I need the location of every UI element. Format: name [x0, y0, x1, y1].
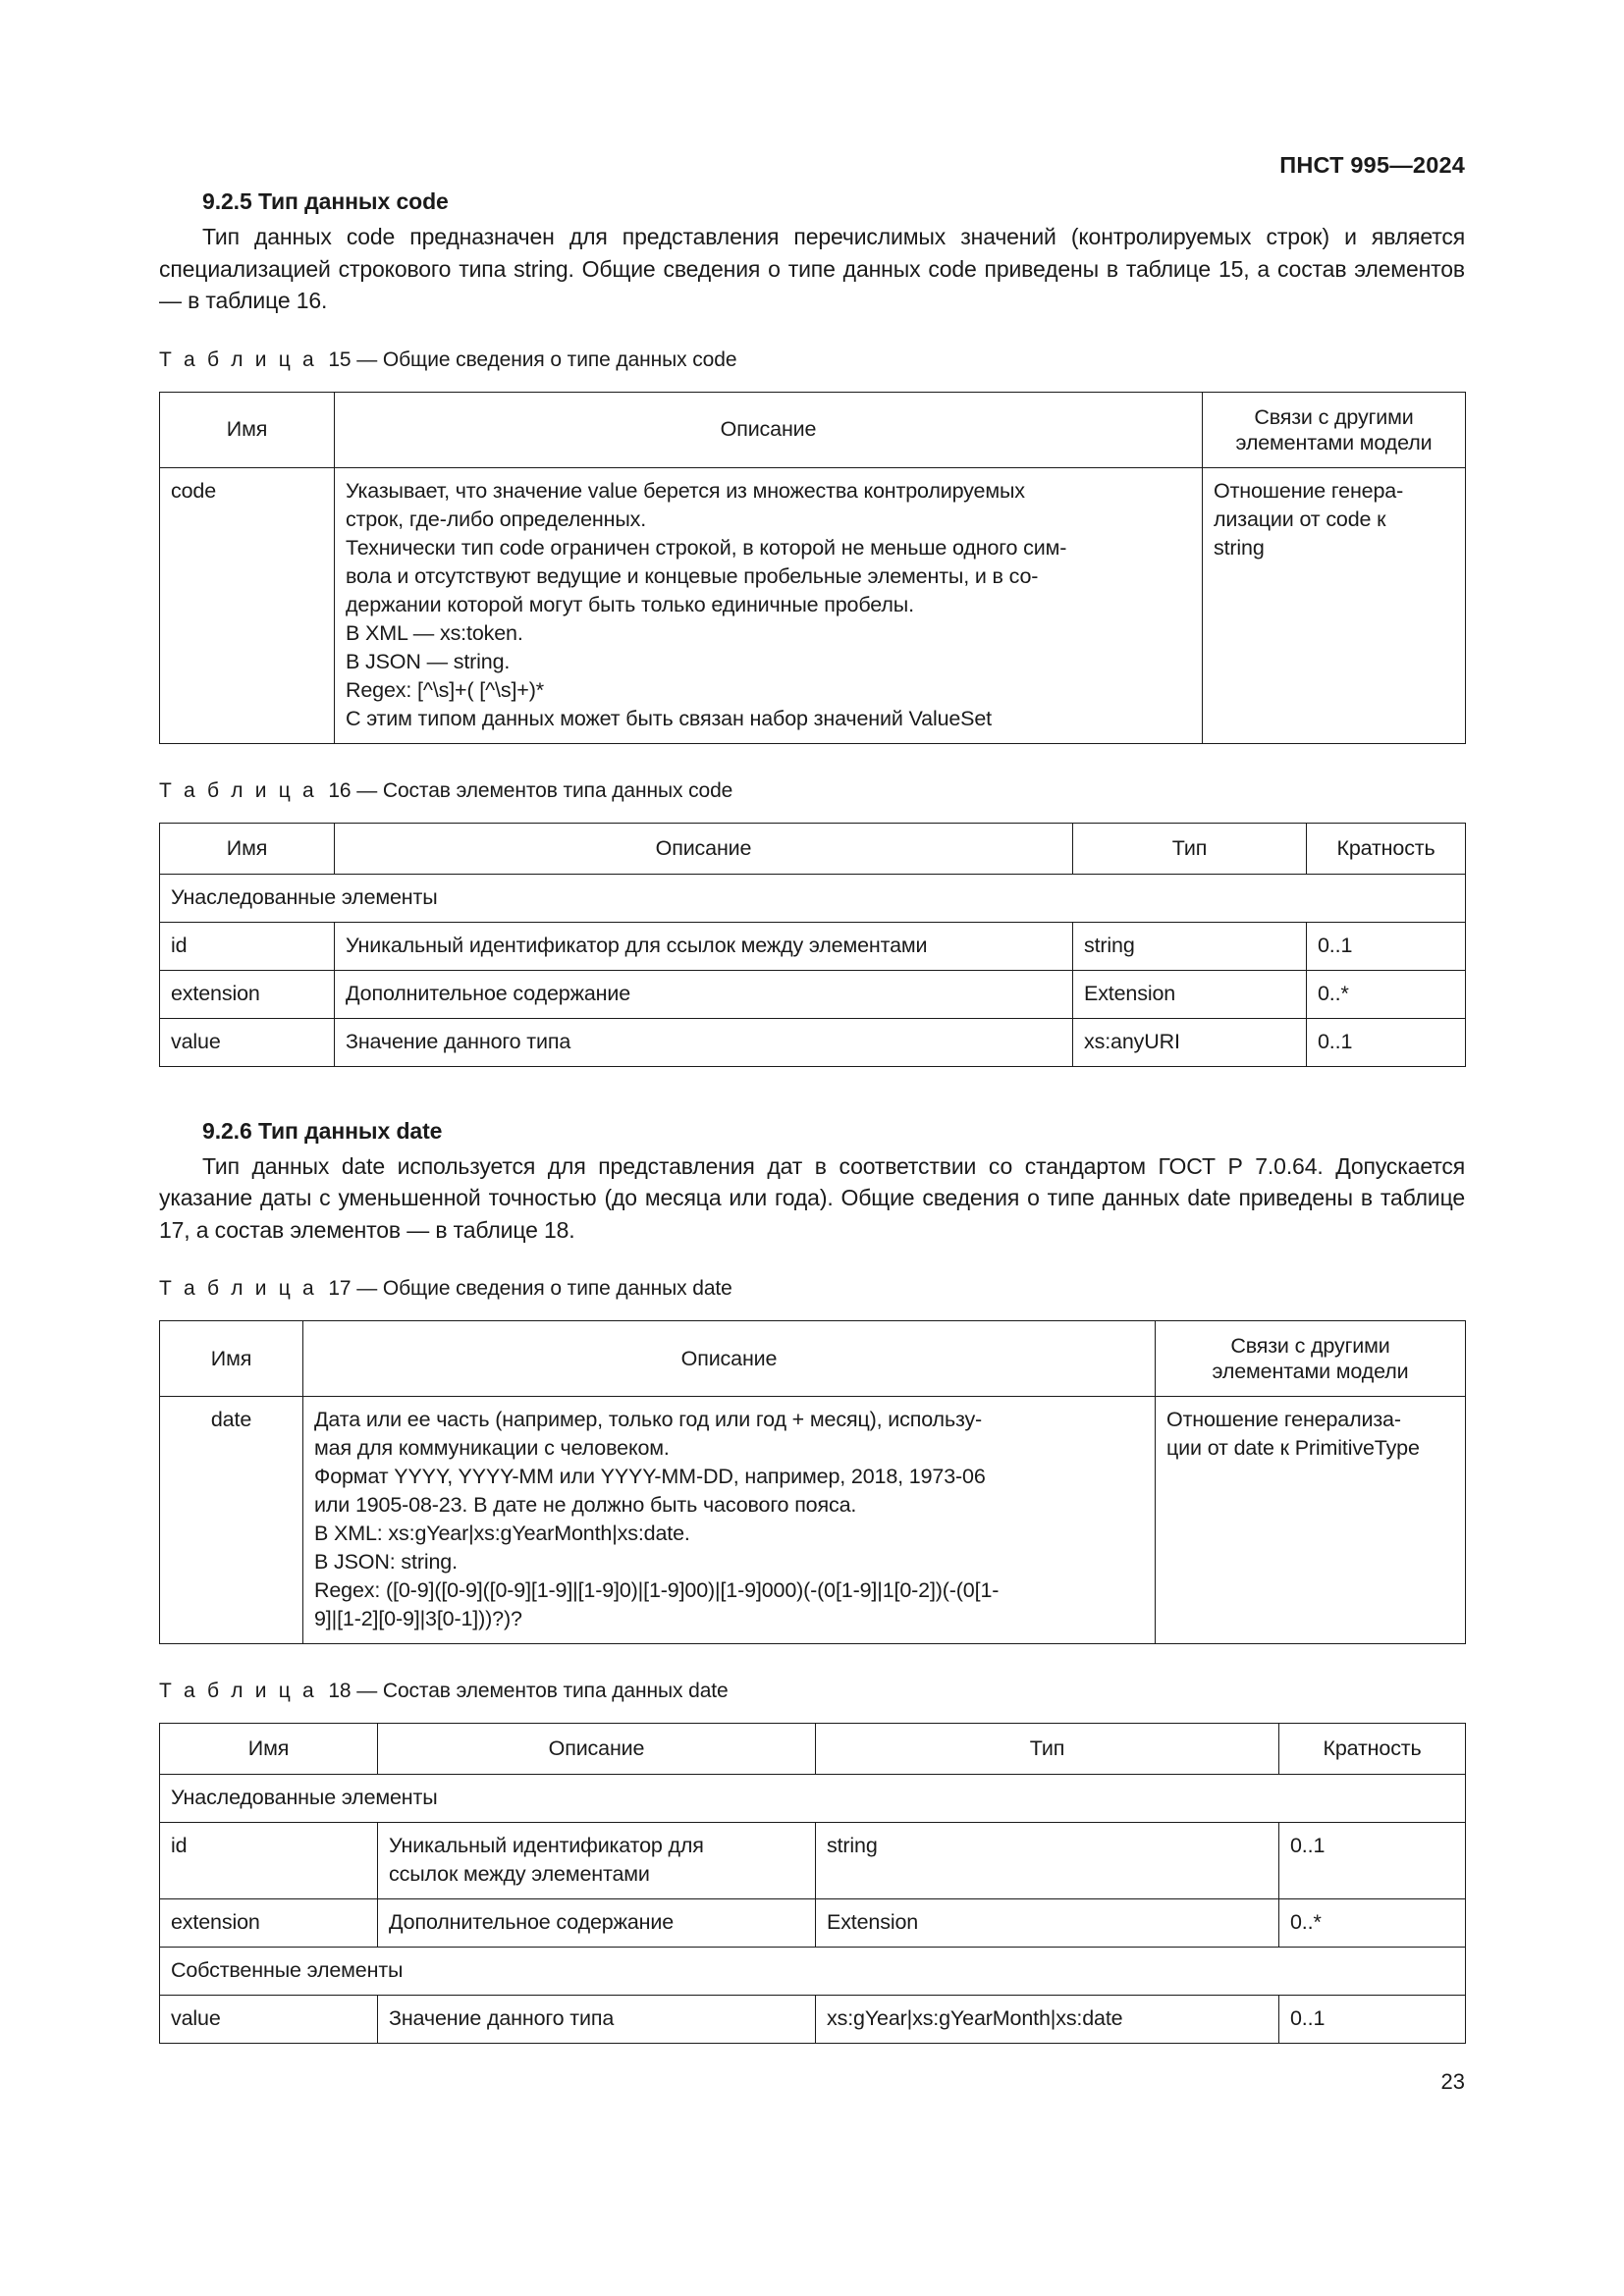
table-17-header [160, 1321, 1466, 1397]
table-17-caption-label: Т а б л и ц а [159, 1277, 317, 1300]
table-row [160, 1018, 1466, 1066]
table-15-col-name: Имя [160, 392, 335, 467]
spacer [159, 744, 1465, 777]
clause-paragraph-9-2-6: Тип данных date используется для представления дат в соответствии со стандартом ГОСТ Р 7.0.64. Допускается указание даты с уменьшенной точностью (до месяца или года). Общие сведения о типе данных date приведены в таблице 17, а состав элементов — в таблице 18. [159, 1152, 1465, 1243]
desc-line: строк, где-либо определенных. [346, 507, 647, 531]
rel-line: string [1214, 535, 1265, 560]
spacer [159, 1644, 1465, 1678]
table-row [160, 1996, 1466, 2044]
table-row [160, 1899, 1466, 1948]
table-17-caption [159, 1275, 1465, 1303]
clause-paragraph-9-2-5: Тип данных code предназначен для представления перечислимых значений (контролируемых строк) и является специализацией строкового типа string. Общие сведения о типе данных code приведены в таблице 15, а состав элементов — в таблице 16. [159, 224, 1465, 313]
cell-description: Уникальный идентификатор для ссылок между элементами [335, 922, 1073, 970]
cell-name: id [160, 922, 335, 970]
desc-line: держании которой могут быть только единичные пробелы. [346, 592, 914, 616]
spacer [159, 374, 1465, 392]
table-17-col-description: Описание [303, 1321, 1156, 1397]
desc-line: Указывает, что значение value берется из множества контролируемых [346, 478, 1025, 503]
table-18-col-cardinality: Кратность [1279, 1724, 1466, 1775]
cell-type: xs:gYear|xs:gYearMonth|xs:date [816, 1996, 1279, 2044]
table-row [160, 1724, 1466, 1775]
table-18-col-description: Описание [378, 1724, 816, 1775]
cell-type: Extension [816, 1899, 1279, 1948]
table-16-header [160, 823, 1466, 874]
page-content [159, 188, 1465, 2044]
table-15-col-relations [1203, 392, 1466, 467]
table-row [160, 392, 1466, 467]
table-17-col-relations-line2: элементами модели [1212, 1360, 1409, 1383]
table-17-cell-name: date [160, 1397, 303, 1644]
cell-description [378, 1823, 816, 1899]
table-15 [159, 392, 1466, 744]
table-17-col-name: Имя [160, 1321, 303, 1397]
table-16-col-cardinality: Кратность [1307, 823, 1466, 874]
desc-line-regex: Regex: ([0-9]([0-9]([0-9][1-9]|[1-9]0)|[1-9]00)|[1-9]000)(-(0[1-9]|1[0-2])(-(0[1- [314, 1578, 1000, 1602]
desc-line: В JSON: string. [314, 1550, 458, 1574]
table-row [160, 1321, 1466, 1397]
cell-type: string [816, 1823, 1279, 1899]
table-row [160, 1397, 1466, 1644]
table-16-col-type: Тип [1073, 823, 1307, 874]
desc-line-regex-cont: 9]|[1-2][0-9]|3[0-1]))?)? [314, 1607, 522, 1630]
table-16-caption-label: Т а б л и ц а [159, 778, 317, 802]
desc-line: Технически тип code ограничен строкой, в которой не меньше одного сим- [346, 535, 1067, 560]
cell-name: value [160, 1996, 378, 2044]
table-15-col-relations-line2: элементами модели [1235, 430, 1433, 454]
clause-title-9-2-6: 9.2.6 Тип данных date [202, 1117, 443, 1144]
table-18 [159, 1723, 1466, 2044]
table-15-col-description: Описание [335, 392, 1203, 467]
cell-description: Значение данного типа [335, 1018, 1073, 1066]
table-row [160, 970, 1466, 1018]
desc-line: вола и отсутствуют ведущие и концевые пробельные элементы, и в со- [346, 563, 1039, 588]
spacer [159, 317, 1465, 347]
table-row [160, 1823, 1466, 1899]
clause-title-9-2-5: 9.2.5 Тип данных code [202, 188, 449, 214]
table-15-cell-description [335, 467, 1203, 743]
spacer [159, 1246, 1465, 1275]
table-15-caption [159, 347, 1465, 374]
table-17-caption-number: 17 [328, 1277, 352, 1300]
rel-line: лизации от code к [1214, 507, 1386, 531]
rel-line: ции от date к PrimitiveType [1166, 1436, 1420, 1460]
page-number: 23 [1440, 2069, 1465, 2094]
desc-line: С этим типом данных может быть связан набор значений ValueSet [346, 706, 993, 730]
table-18-section-inherited [160, 1775, 1466, 1823]
spacer [159, 1303, 1465, 1320]
desc-line: В JSON — string. [346, 649, 511, 673]
desc-line: мая для коммуникации с человеком. [314, 1436, 670, 1460]
cell-description: Дополнительное содержание [378, 1899, 816, 1948]
cell-type: xs:anyURI [1073, 1018, 1307, 1066]
desc-line: Формат YYYY, YYYY-MM или YYYY-MM-DD, например, 2018, 1973-06 [314, 1465, 986, 1488]
desc-line: ссылок между элементами [389, 1862, 650, 1886]
cell-name: extension [160, 1899, 378, 1948]
cell-cardinality: 0..* [1279, 1899, 1466, 1948]
table-17-col-relations [1156, 1321, 1466, 1397]
table-17-caption-text: — Общие сведения о типе данных date [356, 1277, 732, 1300]
desc-line: или 1905-08-23. В дате не должно быть часового пояса. [314, 1493, 857, 1517]
table-row [160, 922, 1466, 970]
table-18-col-type: Тип [816, 1724, 1279, 1775]
spacer [159, 805, 1465, 823]
table-17 [159, 1320, 1466, 1644]
cell-name: id [160, 1823, 378, 1899]
running-header-standard-id: ПНСТ 995—2024 [1279, 152, 1465, 178]
table-16-caption-text: — Состав элементов типа данных code [356, 778, 733, 802]
desc-line: В XML — xs:token. [346, 620, 523, 645]
table-18-caption [159, 1678, 1465, 1705]
desc-line-regex: Regex: [^\s]+( [^\s]+)* [346, 677, 544, 702]
table-18-caption-label: Т а б л и ц а [159, 1680, 317, 1702]
table-15-caption-label: Т а б л и ц а [159, 347, 317, 371]
table-15-cell-relations [1203, 467, 1466, 743]
table-16-col-description: Описание [335, 823, 1073, 874]
desc-line: Дата или ее часть (например, только год или год + месяц), использу- [314, 1408, 983, 1431]
table-18-col-name: Имя [160, 1724, 378, 1775]
cell-name: extension [160, 970, 335, 1018]
cell-description: Значение данного типа [378, 1996, 816, 2044]
table-row [160, 467, 1466, 743]
table-18-caption-text: — Состав элементов типа данных date [356, 1680, 729, 1702]
desc-line: Уникальный идентификатор для [389, 1834, 704, 1857]
rel-line: Отношение генера- [1214, 478, 1404, 503]
table-15-col-relations-line1: Связи с другими [1254, 404, 1414, 429]
section-label: Унаследованные элементы [160, 874, 1466, 922]
cell-name: value [160, 1018, 335, 1066]
section-label: Унаследованные элементы [160, 1775, 1466, 1823]
spacer [159, 1067, 1465, 1118]
table-17-col-relations-line1: Связи с другими [1230, 1334, 1390, 1358]
table-18-section-own [160, 1948, 1466, 1996]
cell-type: string [1073, 922, 1307, 970]
rel-line: Отношение генерализа- [1166, 1408, 1401, 1431]
table-16 [159, 823, 1466, 1067]
table-15-caption-number: 15 [328, 347, 352, 371]
table-18-caption-number: 18 [328, 1680, 352, 1702]
cell-cardinality: 0..1 [1279, 1823, 1466, 1899]
cell-cardinality: 0..1 [1279, 1996, 1466, 2044]
table-15-cell-name: code [160, 467, 335, 743]
section-label: Собственные элементы [160, 1948, 1466, 1996]
cell-type: Extension [1073, 970, 1307, 1018]
cell-cardinality: 0..1 [1307, 922, 1466, 970]
table-16-caption-number: 16 [328, 778, 352, 802]
spacer [159, 1705, 1465, 1723]
table-16-col-name: Имя [160, 823, 335, 874]
desc-line: В XML: xs:gYear|xs:gYearMonth|xs:date. [314, 1522, 690, 1545]
table-17-cell-relations [1156, 1397, 1466, 1644]
cell-cardinality: 0..* [1307, 970, 1466, 1018]
cell-description: Дополнительное содержание [335, 970, 1073, 1018]
cell-cardinality: 0..1 [1307, 1018, 1466, 1066]
table-16-caption [159, 777, 1465, 805]
table-row [160, 823, 1466, 874]
table-17-cell-description [303, 1397, 1156, 1644]
table-18-header [160, 1724, 1466, 1775]
table-15-header [160, 392, 1466, 467]
table-16-section-inherited [160, 874, 1466, 922]
table-15-caption-text: — Общие сведения о типе данных code [356, 347, 737, 371]
